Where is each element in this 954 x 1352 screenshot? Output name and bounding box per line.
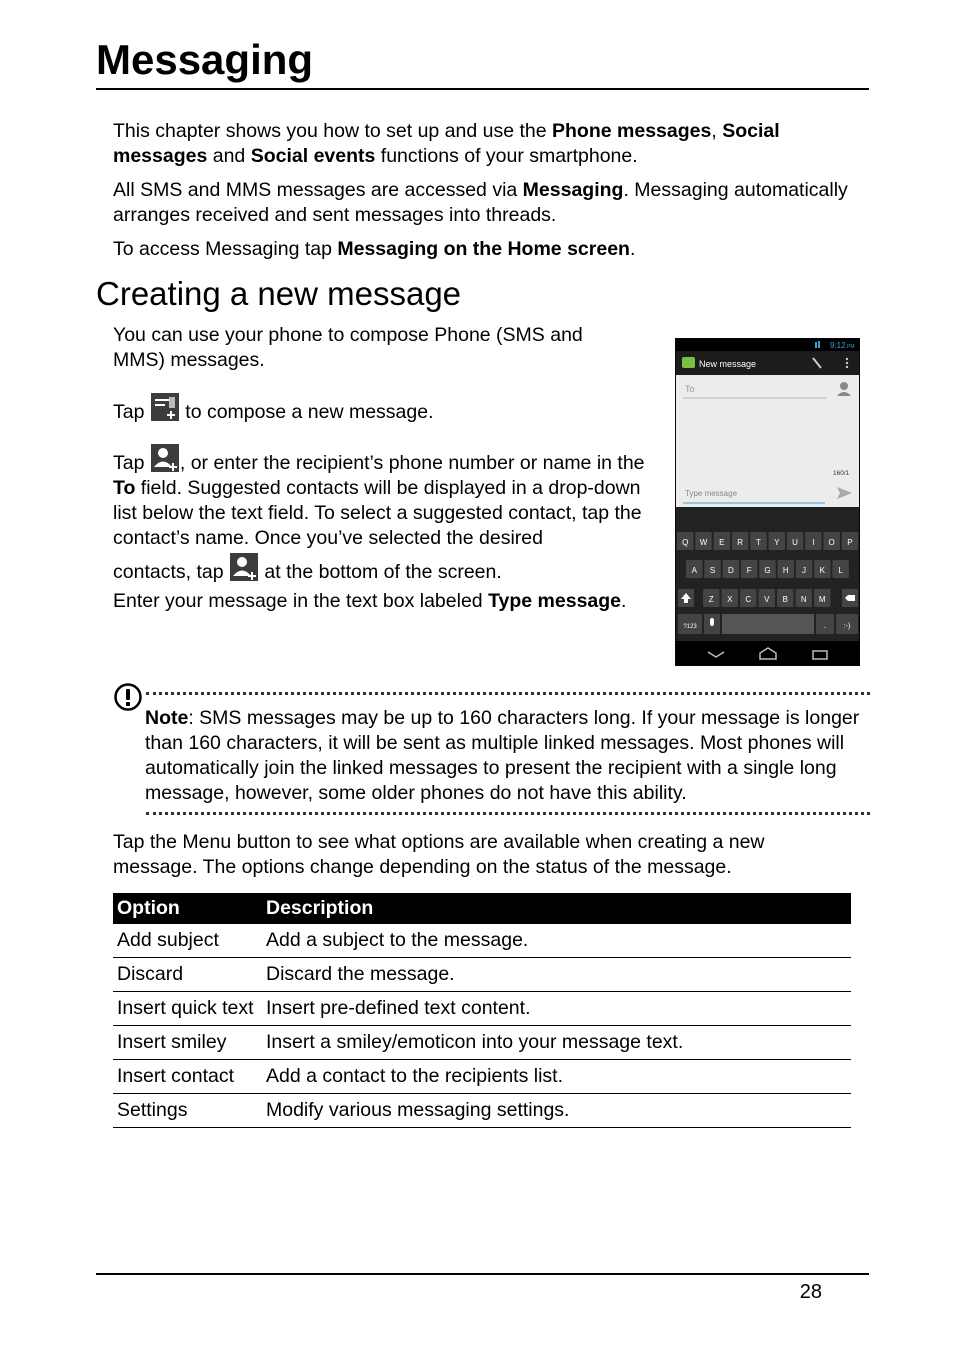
keyboard-key-label: E bbox=[719, 538, 725, 547]
text: : SMS messages may be up to 160 characters long. If your message is longer than 160 characters, it will be sent as multiple linked messages. Most phones will automatically join the linked messages to present the recipient with a single long message, however, some older phones do not have this ability. bbox=[145, 707, 860, 804]
microphone-icon bbox=[710, 618, 714, 626]
bold-text: Type message bbox=[488, 590, 622, 612]
add-contact-icon[interactable] bbox=[840, 382, 848, 390]
text: , bbox=[711, 120, 723, 142]
keyboard-key-label: L bbox=[838, 566, 843, 575]
add-contact-icon bbox=[229, 552, 259, 582]
keyboard-key-label: D bbox=[727, 566, 734, 575]
status-time: 9:12 bbox=[830, 341, 846, 350]
text: . Messaging automatically arranges received and sent messages into threads. bbox=[113, 179, 848, 226]
keyboard-key-label: O bbox=[828, 538, 835, 547]
signal-icon bbox=[818, 341, 820, 348]
add-contact-icon bbox=[150, 443, 180, 473]
keyboard-key-label: T bbox=[756, 538, 761, 547]
description-cell: Insert pre-defined text content. bbox=[262, 992, 851, 1026]
keyboard-key-label: G bbox=[764, 566, 771, 575]
keyboard-key-label: P bbox=[847, 538, 853, 547]
page-number: 28 bbox=[799, 1281, 822, 1303]
table-header-row bbox=[113, 893, 851, 924]
to-field[interactable]: To bbox=[685, 384, 695, 394]
text: To access Messaging tap bbox=[113, 238, 338, 260]
options-table bbox=[113, 893, 851, 1128]
table-row bbox=[113, 992, 851, 1026]
bold-text: Social messages bbox=[113, 120, 780, 167]
keyboard-key-label: R bbox=[737, 538, 744, 547]
keyboard-key-label: A bbox=[691, 566, 697, 575]
description-cell: Modify various messaging settings. bbox=[262, 1094, 851, 1128]
keyboard-row-2 bbox=[686, 560, 849, 578]
keyboard-key-label: J bbox=[802, 566, 807, 575]
description-cell: Discard the message. bbox=[262, 958, 851, 992]
intro-paragraph-2 bbox=[113, 178, 853, 228]
navigation-bar bbox=[676, 641, 859, 665]
smiley-key-label: :-) bbox=[843, 623, 851, 630]
type-message-field[interactable]: Type message bbox=[685, 489, 738, 498]
action-bar-title: New message bbox=[699, 359, 757, 369]
keyboard-key-label: U bbox=[792, 538, 798, 547]
table-header-cell: Option bbox=[113, 893, 262, 924]
section-paragraph-4 bbox=[113, 552, 661, 585]
keyboard-row-3 bbox=[703, 589, 831, 607]
text: functions of your smartphone. bbox=[375, 145, 638, 167]
keyboard-key-label: K bbox=[819, 566, 826, 575]
text: . bbox=[629, 238, 636, 260]
table-row bbox=[113, 924, 851, 958]
text: Enter your message in the text box labeled bbox=[113, 590, 489, 612]
exclamation-circle-icon bbox=[113, 682, 143, 712]
option-cell: Discard bbox=[113, 958, 262, 992]
intro-paragraph-3 bbox=[113, 237, 853, 262]
menu-intro-paragraph: Tap the Menu button to see what options are available when creating a new message. The options change depending on the status of the message. bbox=[113, 831, 765, 878]
title-rule bbox=[96, 88, 869, 90]
compose-area bbox=[676, 375, 859, 507]
bold-text: Messaging bbox=[522, 179, 624, 201]
note-label: Note bbox=[145, 707, 189, 729]
phone-screenshot bbox=[675, 338, 860, 666]
text: Tap bbox=[113, 401, 150, 423]
option-cell: Add subject bbox=[113, 924, 262, 958]
option-cell: Insert contact bbox=[113, 1060, 262, 1094]
text: Tap bbox=[113, 452, 150, 474]
keyboard-key-label: Y bbox=[774, 538, 780, 547]
text: to compose a new message. bbox=[179, 401, 434, 423]
table-row bbox=[113, 1094, 851, 1128]
keyboard-key-label: Z bbox=[708, 595, 714, 604]
option-cell: Settings bbox=[113, 1094, 262, 1128]
bold-text: To bbox=[113, 477, 136, 499]
note-top-divider bbox=[146, 692, 870, 695]
section-title: Creating a new message bbox=[96, 275, 462, 312]
text: This chapter shows you how to set up and use the bbox=[113, 120, 553, 142]
option-cell: Insert quick text bbox=[113, 992, 262, 1026]
compose-message-icon bbox=[150, 392, 180, 422]
section-paragraph-2 bbox=[113, 392, 653, 425]
text: , or enter the recipient’s phone number or name in the bbox=[179, 452, 645, 474]
bold-text: Social events bbox=[250, 145, 376, 167]
space-key[interactable] bbox=[722, 614, 814, 634]
table-header-cell: Description bbox=[262, 893, 851, 924]
keyboard-key-label: Q bbox=[682, 538, 689, 547]
note-bottom-divider bbox=[146, 812, 870, 815]
signal-icon bbox=[815, 342, 817, 348]
period-key-label: . bbox=[823, 620, 827, 630]
text: contacts, tap bbox=[113, 561, 229, 583]
keyboard-key-label: F bbox=[746, 566, 752, 575]
numbers-key-label: ?123 bbox=[683, 624, 697, 630]
status-ampm: PM bbox=[847, 344, 855, 350]
keyboard-key-label: N bbox=[800, 595, 807, 604]
keyboard-key-label: I bbox=[812, 538, 815, 547]
keyboard-key-label: V bbox=[764, 595, 770, 604]
table-row bbox=[113, 1060, 851, 1094]
bold-text: Messaging on the Home screen bbox=[337, 238, 630, 260]
keyboard-key-label: C bbox=[745, 595, 752, 604]
overflow-menu-icon[interactable] bbox=[846, 358, 848, 360]
text: at the bottom of the screen. bbox=[258, 561, 502, 583]
keyboard-key-label: M bbox=[818, 595, 826, 604]
intro-paragraph-1 bbox=[113, 119, 853, 169]
keyboard-key-label: W bbox=[699, 538, 708, 547]
keyboard-key-label: X bbox=[727, 595, 733, 604]
chapter-title: Messaging bbox=[96, 36, 314, 83]
table-row bbox=[113, 1026, 851, 1060]
text: All SMS and MMS messages are accessed via bbox=[113, 179, 523, 201]
description-cell: Add a contact to the recipients list. bbox=[262, 1060, 851, 1094]
table-row bbox=[113, 958, 851, 992]
keyboard-key-label: H bbox=[782, 566, 789, 575]
messaging-app-icon bbox=[682, 357, 695, 368]
text: . bbox=[621, 590, 627, 612]
char-counter: 160/1 bbox=[833, 470, 850, 477]
section-paragraph-1: You can use your phone to compose Phone (SMS and MMS) messages. bbox=[113, 324, 583, 371]
description-cell: Add a subject to the message. bbox=[262, 924, 851, 958]
text: and bbox=[207, 145, 251, 167]
keyboard-key-label: B bbox=[782, 595, 788, 604]
description-cell: Insert a smiley/emoticon into your message text. bbox=[262, 1026, 851, 1060]
section-paragraph-5 bbox=[113, 589, 661, 614]
bold-text: Phone messages bbox=[552, 120, 712, 142]
option-cell: Insert smiley bbox=[113, 1026, 262, 1060]
keyboard-key-label: S bbox=[709, 566, 716, 575]
section-paragraph-3 bbox=[113, 443, 661, 551]
footer-rule bbox=[96, 1273, 869, 1275]
text: field. Suggested contacts will be displayed in a drop-down list below the text field. To select a suggested contact, tap the contact’s name. Once you’ve selected the desired bbox=[113, 477, 642, 549]
note-text bbox=[145, 706, 869, 806]
